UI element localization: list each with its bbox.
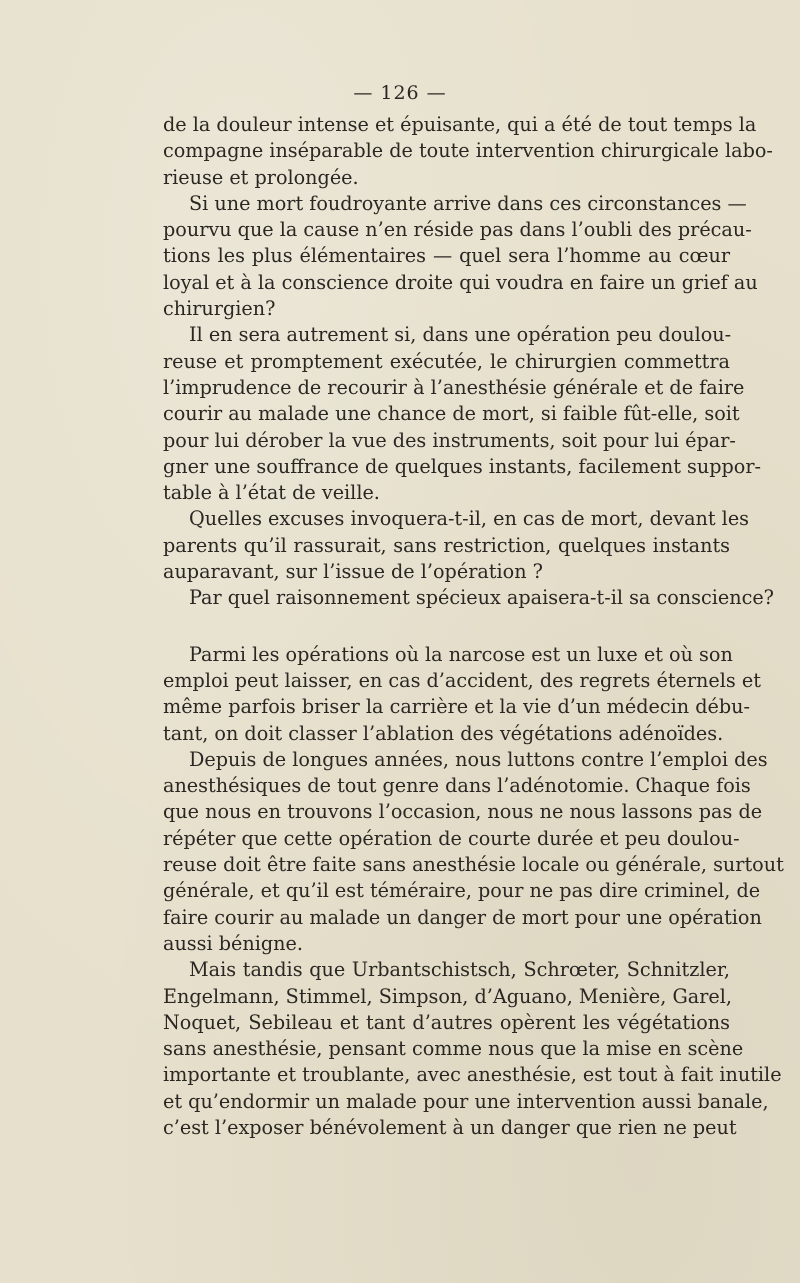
text-line: générale, et qu’il est téméraire, pour ne pas dire criminel, de [163,879,761,903]
text-line: tant, on doit classer l’ablation des végétations adénoïdes. [163,721,724,745]
text-line: loyal et à la conscience droite qui voudra en faire un grief au [163,270,758,294]
text-line: Par quel raisonnement spécieux apaisera-t-il sa conscience? [189,586,774,610]
text-line: même parfois briser la carrière et la vie d’un médecin débu- [163,695,750,719]
page-number: — 126 — [353,82,447,104]
paragraph-8 [163,957,782,1141]
text-line: chirurgien? [163,297,276,321]
text-line: table à l’état de veille. [163,481,380,505]
text-line: Il en sera autrement si, dans une opération peu doulou- [189,323,732,347]
text-line: auparavant, sur l’issue de l’opération ? [163,560,543,584]
text-line: l’imprudence de recourir à l’anesthésie générale et de faire [163,375,745,399]
text-line: anesthésiques de tout genre dans l’adénotomie. Chaque fois [163,774,751,798]
text-line: emploi peut laisser, en cas d’accident, des regrets éternels et [163,668,761,692]
text-line: Si une mort foudroyante arrive dans ces circonstances — [189,191,747,215]
text-line: et qu’endormir un malade pour une intervention aussi banale, [163,1089,769,1113]
text-line: c’est l’exposer bénévolement à un danger que rien ne peut [163,1115,737,1139]
text-line: tions les plus élémentaires — quel sera l’homme au cœur [163,244,730,268]
text-line: répéter que cette opération de courte durée et peu doulou- [163,826,740,850]
text-line: Depuis de longues années, nous luttons contre l’emploi des [189,747,768,771]
text-line: Mais tandis que Urbantschistsch, Schrœter, Schnitzler, [189,958,730,982]
paragraph-1 [163,112,773,191]
text-line: pour lui dérober la vue des instruments, soit pour lui épar- [163,428,736,452]
text-line: aussi bénigne. [163,931,303,955]
text-line: pourvu que la cause n’en réside pas dans l’oubli des précau- [163,218,752,242]
paragraph-3 [163,322,762,506]
text-line: gner une souffrance de quelques instants, facilement suppor- [163,454,762,478]
text-line: faire courir au malade un danger de mort pour une opération [163,905,762,929]
text-line: Engelmann, Stimmel, Simpson, d’Aguano, Menière, Garel, [163,984,733,1008]
text-line: importante et troublante, avec anesthésie, est tout à fait inutile [163,1063,782,1087]
paragraph-7 [163,747,784,957]
text-line: parents qu’il rassurait, sans restriction, quelques instants [163,533,730,557]
text-line: Quelles excuses invoquera-t-il, en cas de mort, devant les [189,507,750,531]
text-line: rieuse et prolongée. [163,165,359,189]
text-line: Noquet, Sebileau et tant d’autres opèrent les végétations [163,1010,730,1034]
paragraph-5 [163,585,774,611]
text-line: reuse doit être faite sans anesthésie locale ou générale, surtout [163,853,784,877]
text-line: compagne inséparable de toute intervention chirurgicale labo- [163,139,773,163]
paragraph-2 [163,191,758,322]
section-gap [163,612,730,642]
text-line: sans anesthésie, pensant comme nous que la mise en scène [163,1037,744,1061]
text-line: Parmi les opérations où la narcose est un luxe et où son [189,642,733,666]
text-line: de la douleur intense et épuisante, qui a été de tout temps la [163,113,757,136]
text-line: reuse et promptement exécutée, le chirurgien commettra [163,349,730,373]
text-line: que nous en trouvons l’occasion, nous ne nous lassons pas de [163,800,763,824]
body-text [163,112,784,1141]
text-line: courir au malade une chance de mort, si faible fût-elle, soit [163,402,740,426]
paragraph-6 [163,642,761,747]
paragraph-4 [163,506,750,585]
